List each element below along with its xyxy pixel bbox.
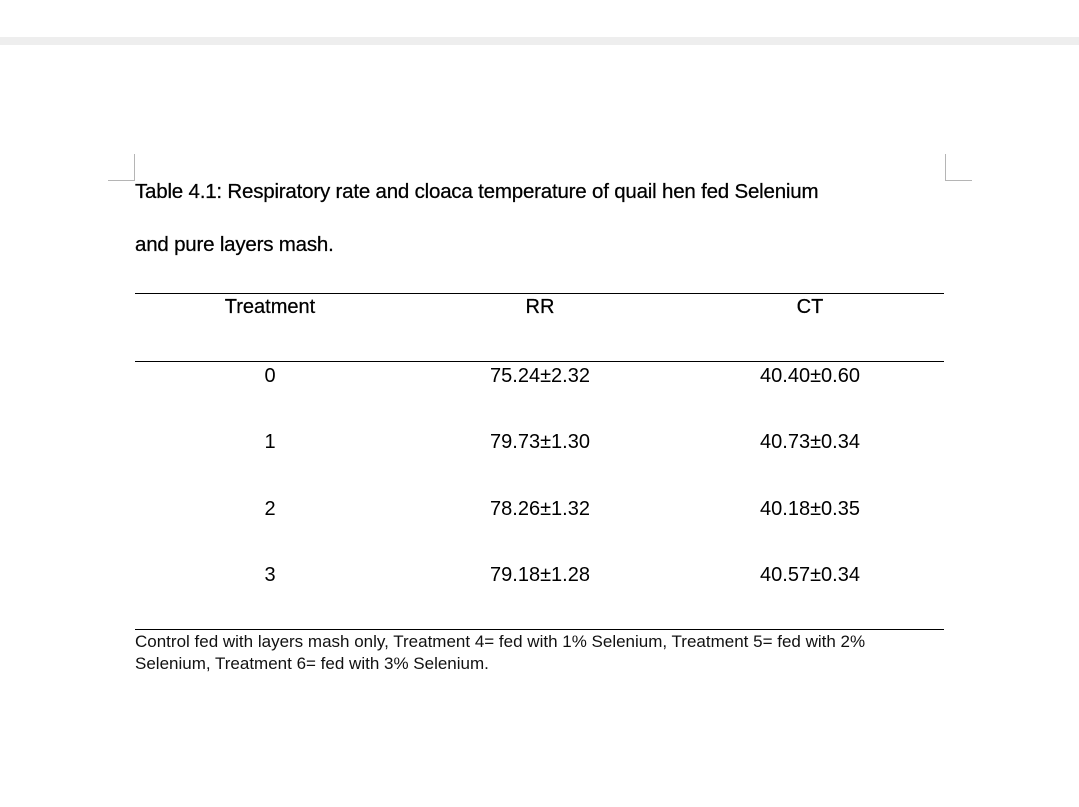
table-caption-line-1: Table 4.1: Respiratory rate and cloaca temperature of quail hen fed Selenium xyxy=(135,180,819,203)
table-cell-ct: 40.18±0.35 xyxy=(760,498,860,520)
page-margin-corner-top-left xyxy=(108,154,135,181)
window-top-band xyxy=(0,37,1079,45)
table-cell-treatment: 0 xyxy=(264,365,276,387)
table-cell-rr: 78.26±1.32 xyxy=(490,498,590,520)
table-cell-rr: 75.24±2.32 xyxy=(490,365,590,387)
table-cell-ct: 40.73±0.34 xyxy=(760,431,860,453)
table-caption-line-2: and pure layers mash. xyxy=(135,233,334,256)
table-cell-rr: 79.18±1.28 xyxy=(490,564,590,586)
table-cell-treatment: 2 xyxy=(264,498,276,520)
table-header-rule xyxy=(135,361,944,362)
table-footnote xyxy=(135,631,950,675)
table-footnote-line-1: Control fed with layers mash only, Treatment 4= fed with 1% Selenium, Treatment 5= fed with 2% xyxy=(135,632,866,651)
table-header-rr: RR xyxy=(525,296,555,318)
table-footnote-line-2: Selenium, Treatment 6= fed with 3% Selenium. xyxy=(135,654,489,673)
table-cell-treatment: 1 xyxy=(264,431,276,453)
table-header-treatment: Treatment xyxy=(224,296,316,318)
page-margin-corner-top-right xyxy=(945,154,972,181)
table-cell-treatment: 3 xyxy=(264,564,276,586)
table-bottom-rule xyxy=(135,629,944,630)
table-cell-rr: 79.73±1.30 xyxy=(490,431,590,453)
table-top-rule xyxy=(135,293,944,294)
table-cell-ct: 40.57±0.34 xyxy=(760,564,860,586)
table-cell-ct: 40.40±0.60 xyxy=(760,365,860,387)
table-header-ct: CT xyxy=(796,296,824,318)
